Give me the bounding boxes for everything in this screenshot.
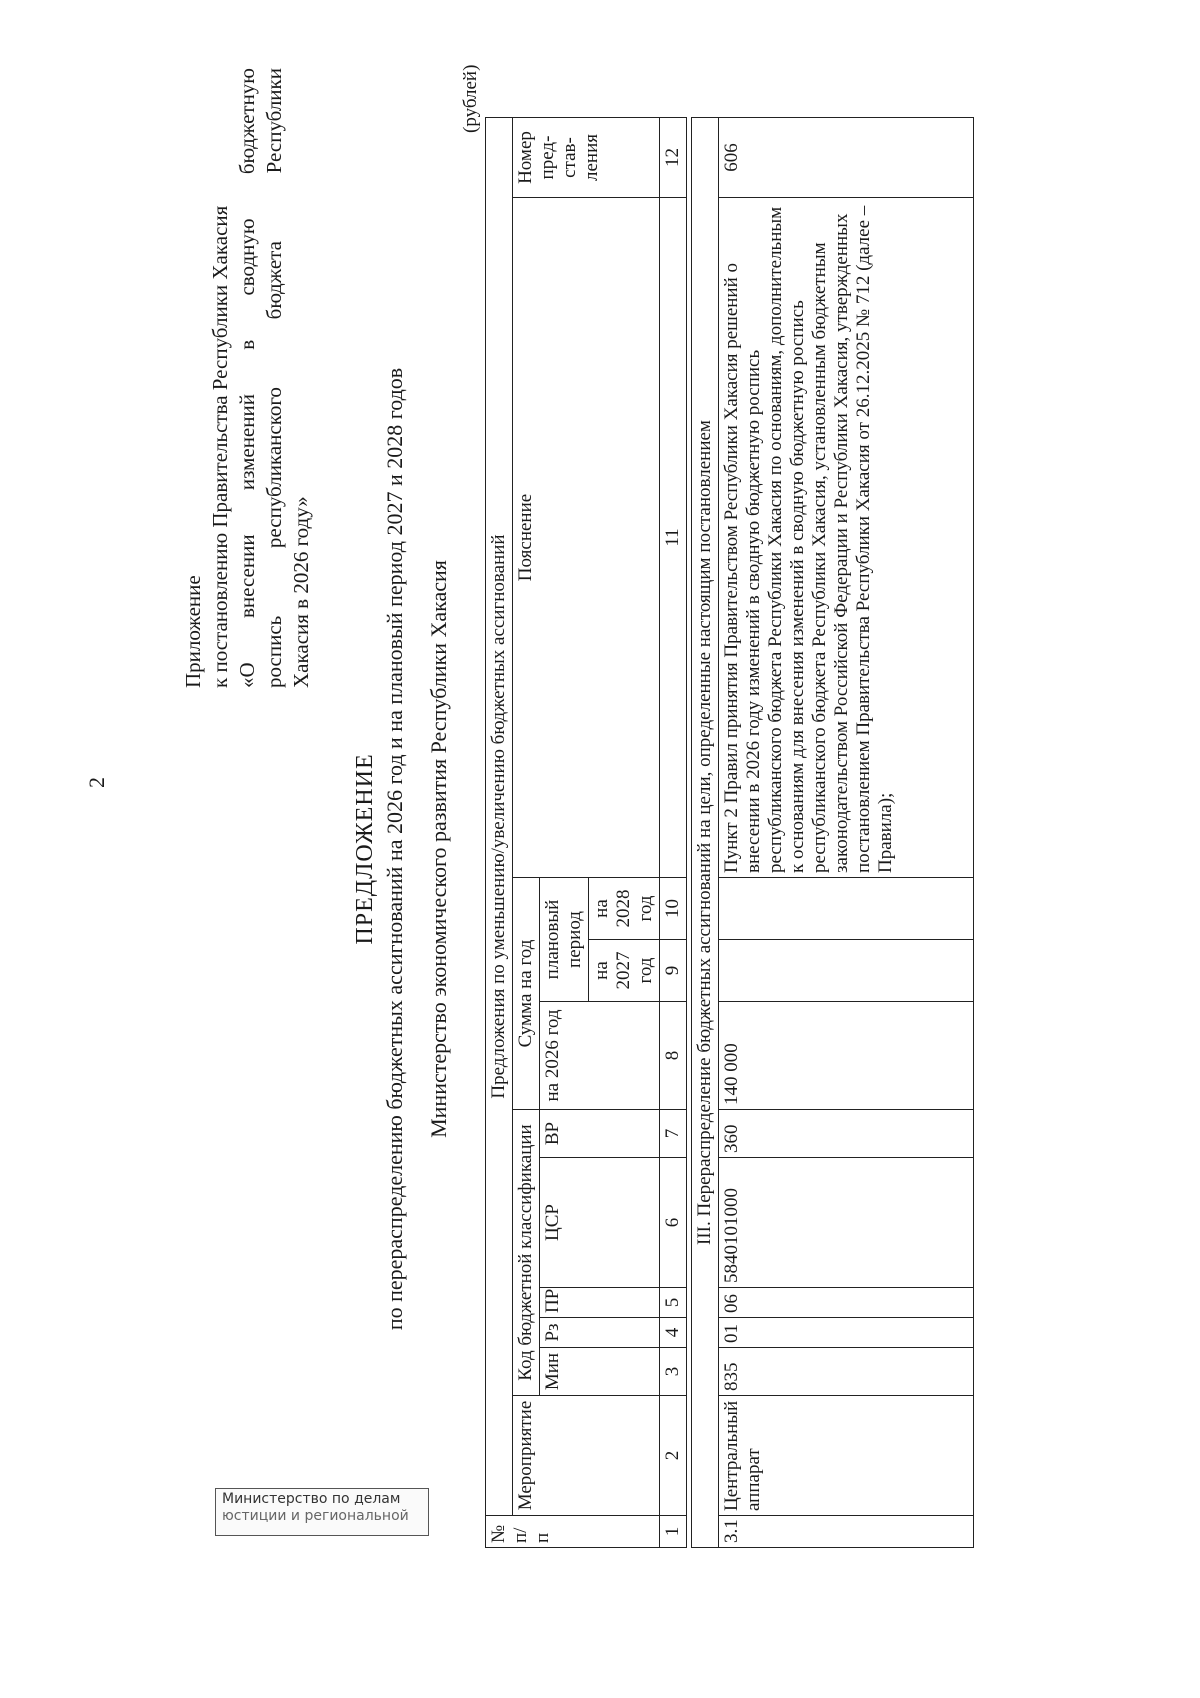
header-pr: ПР	[540, 1288, 660, 1318]
header-csr: ЦСР	[540, 1158, 660, 1288]
header-plan: плановый период	[540, 878, 589, 1002]
header-2027: на 2027 год	[589, 940, 660, 1002]
row-2027	[719, 940, 974, 1002]
units-label: (рублей)	[460, 64, 481, 133]
header-2028: на 2028 год	[589, 878, 660, 940]
colnum: 12	[660, 118, 687, 198]
header-min: Мин	[540, 1348, 660, 1396]
header-2026: на 2026 год	[540, 1002, 660, 1110]
header-event: Мероприятие	[513, 1396, 660, 1516]
appendix-line-4: роспись республиканского бюджета Республики	[262, 68, 286, 688]
colnum: 11	[660, 198, 687, 878]
table-row	[719, 118, 974, 1548]
column-number-row	[660, 118, 687, 1548]
colnum: 9	[660, 940, 687, 1002]
colnum: 2	[660, 1396, 687, 1516]
header-rz: Рз	[540, 1318, 660, 1348]
ministry-name: Министерство экономического развития Республики Хакасия	[426, 560, 451, 1138]
stamp	[215, 1488, 429, 1536]
row-rz: 01	[719, 1318, 974, 1348]
header-vr: ВР	[540, 1110, 660, 1158]
header-sum: Сумма на год	[513, 878, 540, 1110]
appendix-line-2: к постановлению Правительства Республики Хакасия	[208, 205, 232, 688]
colnum: 10	[660, 878, 687, 940]
section-title: III. Перераспределение бюджетных ассигнований на цели, определенные настоящим постановлением	[692, 118, 719, 1548]
stamp-line-1: Министерство по делам	[222, 1491, 401, 1507]
header-num: № п/п	[486, 1516, 660, 1548]
row-num: 3.1	[719, 1516, 974, 1548]
colnum: 6	[660, 1158, 687, 1288]
row-min: 835	[719, 1348, 974, 1396]
header-explanation: Пояснение	[513, 198, 660, 878]
colnum: 4	[660, 1318, 687, 1348]
colnum: 1	[660, 1516, 687, 1548]
allocation-table	[485, 117, 974, 1548]
page-number: 2	[84, 777, 109, 788]
row-vr: 360	[719, 1110, 974, 1158]
row-2026: 140 000	[719, 1002, 974, 1110]
row-2028	[719, 878, 974, 940]
header-group: Предложения по уменьшению/увеличению бюджетных ассигнований	[486, 118, 513, 1516]
document-subtitle: по перераспределению бюджетных ассигнований на 2026 год и на плановый период 2027 и 2028 годов	[382, 367, 407, 1331]
colnum: 8	[660, 1002, 687, 1110]
appendix-block	[180, 68, 315, 688]
header-code: Код бюджетной классификации	[513, 1110, 540, 1396]
stamp-line-2: юстиции и региональной	[222, 1508, 409, 1524]
row-csr: 5840101000	[719, 1158, 974, 1288]
row-pr: 06	[719, 1288, 974, 1318]
document-title: ПРЕДЛОЖЕНИЕ	[352, 753, 378, 945]
header-rep-number: Номер пред-став-ления	[513, 118, 660, 198]
colnum: 5	[660, 1288, 687, 1318]
row-explanation: Пункт 2 Правил принятия Правительством Республики Хакасия решений о внесении в 2026 году изменений в сводную бюджетную роспись республиканского бюджета Республики Хакасия по основаниям, дополнительным к основаниям для внесения изменений в сводную бюджетную роспись республиканского бюджета Республики Хакасия, установленным бюджетным законодательством Российской Федерации и Республики Хакасия, утвержденных постановлением Правительства Республики Хакасия от 26.12.2025 № 712 (далее – Правила);	[719, 198, 974, 878]
row-rep-number: 606	[719, 118, 974, 198]
colnum: 7	[660, 1110, 687, 1158]
row-event: Центральный аппарат	[719, 1396, 974, 1516]
appendix-line-3: «О внесении изменений в сводную бюджетную	[235, 68, 259, 688]
appendix-line-1: Приложение	[181, 575, 205, 688]
colnum: 3	[660, 1348, 687, 1396]
appendix-line-5: Хакасия в 2026 году»	[289, 496, 313, 688]
